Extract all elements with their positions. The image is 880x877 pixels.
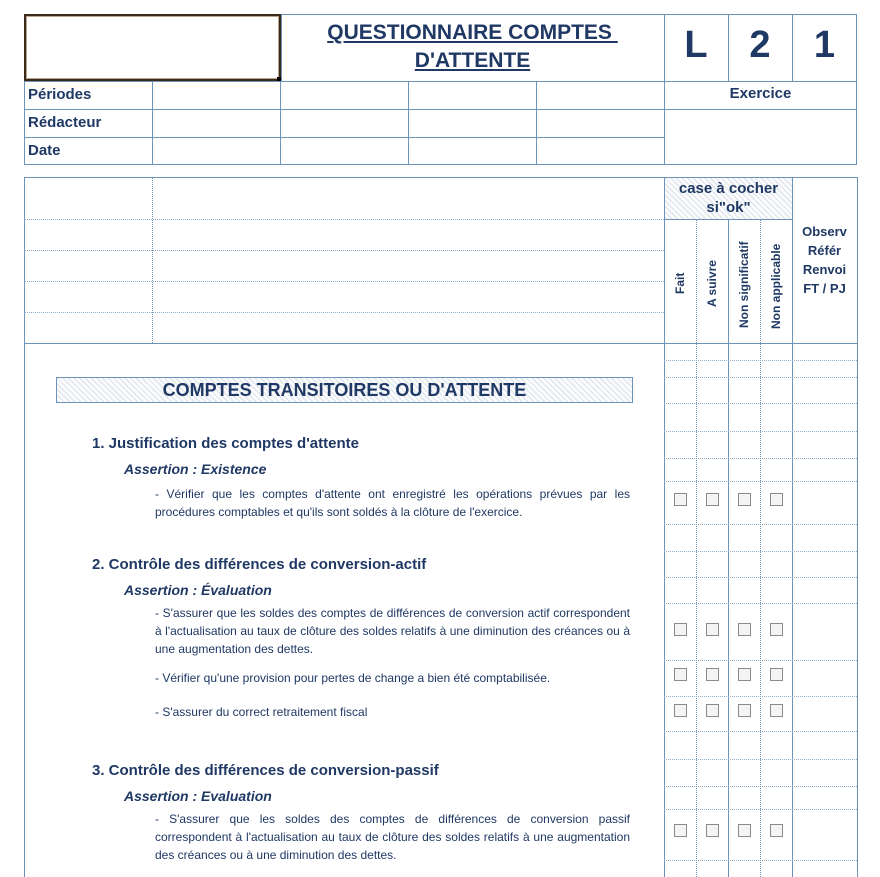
checkbox-header — [665, 178, 792, 219]
ft-pj-label: FT / PJ — [803, 281, 846, 296]
checkbox-s3-i1-non-applicable[interactable] — [770, 824, 783, 837]
checkbox-s1-i1-non-applicable[interactable] — [770, 493, 783, 506]
main-section-title — [56, 377, 633, 403]
checkbox-header-line1: case à cocher — [678, 180, 779, 197]
checkbox-s3-i1-non-significatif[interactable] — [738, 824, 751, 837]
renvoi-label: Renvoi — [802, 262, 847, 277]
section-2-item-3: - S'assurer du correct retraitement fiscal — [155, 705, 368, 719]
row-label-periodes: Périodes — [28, 86, 92, 103]
checkbox-s1-i1-fait[interactable] — [674, 493, 687, 506]
title-line-1: QUESTIONNAIRE COMPTES — [327, 21, 618, 44]
exercice-label: Exercice — [729, 85, 792, 102]
section-1-title: 1. Justification des comptes d'attente — [92, 435, 359, 452]
checkbox-s3-i1-a-suivre[interactable] — [706, 824, 719, 837]
checkbox-s2-i2-a-suivre[interactable] — [706, 668, 719, 681]
checkbox-s2-i3-fait[interactable] — [674, 704, 687, 717]
checkbox-s1-i1-a-suivre[interactable] — [706, 493, 719, 506]
section-3-title: 3. Contrôle des différences de conversion-passif — [92, 762, 439, 779]
checkbox-header-line2: si"ok" — [706, 199, 751, 216]
checkbox-s2-i3-non-applicable[interactable] — [770, 704, 783, 717]
section-3-item-1: - S'assurer que les soldes des comptes de différences de conversion passif correspondent à l'actualisation au taux de clôture des soldes relatifs à une augmentation des créances ou à une diminution des dettes. — [155, 812, 630, 862]
checkbox-s2-i1-non-significatif[interactable] — [738, 623, 751, 636]
code-num-1: 2 — [749, 24, 771, 66]
section-2-title: 2. Contrôle des différences de conversion-actif — [92, 556, 427, 573]
observ-label: Observ — [802, 224, 847, 239]
checkbox-s2-i3-non-significatif[interactable] — [738, 704, 751, 717]
logo-box[interactable] — [24, 14, 281, 81]
section-1-item-1: - Vérifier que les comptes d'attente ont enregistré les opérations prévues par les procédures comptables et qu'ils sont soldés à la clôture de l'exercice. — [155, 487, 630, 519]
checkbox-s2-i1-fait[interactable] — [674, 623, 687, 636]
header-block — [24, 14, 857, 165]
row-label-date: Date — [28, 142, 61, 159]
refer-label: Référ — [807, 243, 842, 258]
checkbox-s1-i1-non-significatif[interactable] — [738, 493, 751, 506]
main-title-text: COMPTES TRANSITOIRES OU D'ATTENTE — [162, 380, 527, 400]
section-2-assertion: Assertion : Évaluation — [124, 582, 272, 598]
checkbox-s2-i1-a-suivre[interactable] — [706, 623, 719, 636]
col-label-non-significatif: Non significatif — [737, 241, 751, 328]
document-title — [281, 19, 664, 75]
checkbox-s2-i3-a-suivre[interactable] — [706, 704, 719, 717]
checkbox-s2-i2-non-applicable[interactable] — [770, 668, 783, 681]
section-2-item-1: - S'assurer que les soldes des comptes de différences de conversion actif correspondent à l'actualisation au taux de clôture des soldes relatifs à une diminution des créances ou à une augmentation des dettes. — [155, 606, 630, 656]
row-label-redacteur: Rédacteur — [28, 114, 102, 131]
section-3-assertion: Assertion : Evaluation — [124, 788, 272, 804]
code-letter: L — [684, 24, 708, 66]
section-2-item-2: - Vérifier qu'une provision pour pertes de change a bien été comptabilisée. — [155, 671, 551, 685]
observ-header — [792, 222, 857, 298]
code-num-2: 1 — [813, 24, 836, 66]
checkbox-s3-i1-fait[interactable] — [674, 824, 687, 837]
title-line-2: D'ATTENTE — [414, 49, 531, 72]
checkbox-s2-i1-non-applicable[interactable] — [770, 623, 783, 636]
col-label-non-applicable: Non applicable — [769, 243, 783, 329]
col-label-fait: Fait — [673, 272, 687, 294]
checklist-block — [24, 177, 857, 877]
checkbox-s2-i2-non-significatif[interactable] — [738, 668, 751, 681]
col-label-a-suivre: A suivre — [705, 260, 719, 307]
section-1-assertion: Assertion : Existence — [124, 461, 267, 477]
checkbox-s2-i2-fait[interactable] — [674, 668, 687, 681]
